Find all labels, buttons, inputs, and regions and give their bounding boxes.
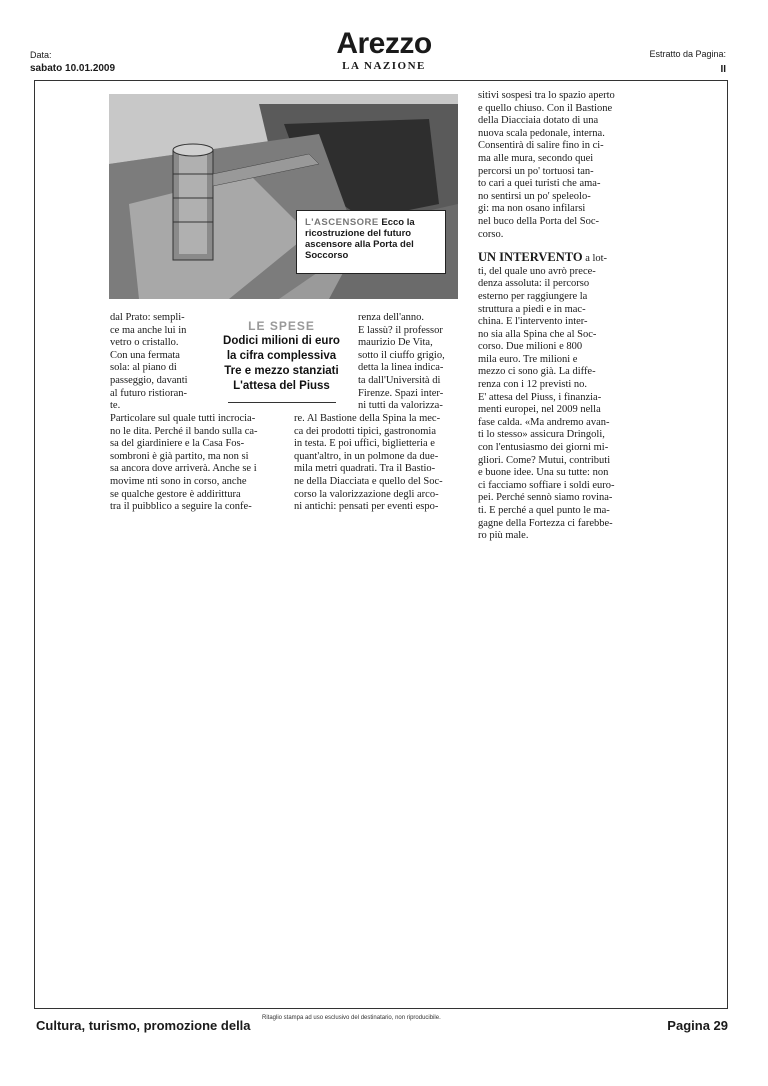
caption-kicker: L'ASCENSORE: [305, 217, 379, 228]
text-line: E' attesa del Piuss, i finanzia-: [478, 391, 602, 403]
article-bottom-column-1: [110, 413, 278, 514]
text-line: renza dell'anno.: [358, 312, 425, 323]
extract-page: II: [720, 64, 726, 75]
paragraph-lead: UN INTERVENTO: [478, 250, 583, 265]
text-line: e quello chiuso. Con il Bastione: [478, 102, 613, 114]
date-value: sabato 10.01.2009: [30, 63, 116, 74]
text-line: ci facciamo soffiare i soldi euro-: [478, 479, 615, 491]
spending-sidebar: [214, 318, 349, 403]
text-line: ma alle mura, secondo quei: [478, 152, 594, 164]
text-line: pei. Perché sennò siamo rovina-: [478, 492, 613, 504]
text-line: gagne della Fortezza ci farebbe-: [478, 517, 613, 529]
text-line: sotto il ciuffo grigio,: [358, 349, 445, 361]
text-line: esterno per raggiungere la: [478, 290, 588, 302]
text-line: della Diacciaia dotato di una: [478, 115, 599, 127]
text-line: te.: [110, 400, 121, 412]
text-line: ta dall'Università di: [358, 374, 441, 386]
sidebar-title-line: Dodici milioni di euro: [223, 335, 340, 347]
text-line: re. Al Bastione della Spina la mec-: [294, 413, 441, 424]
text-line: ni tutti da valorizza-: [358, 400, 443, 412]
text-line: ni antichi: pensati per eventi espo-: [294, 501, 439, 513]
article-column-1: [110, 312, 202, 413]
text-line: nel buco della Porta del Soc-: [478, 215, 600, 227]
article-right-column: [478, 90, 640, 543]
text-line: Con una fermata: [110, 349, 180, 361]
sidebar-title-line: Tre e mezzo stanziati: [224, 365, 339, 377]
article-bottom-column-2: [294, 413, 462, 514]
paragraph-lead-line: [478, 251, 640, 266]
text-line: mila metri quadrati. Tra il Bastio-: [294, 463, 436, 475]
text-line: corso.: [478, 228, 504, 240]
text-line: passeggio, davanti: [110, 374, 188, 386]
masthead-city: Arezzo: [336, 27, 432, 60]
text-line: mila euro. Tre milioni e: [478, 353, 578, 365]
text-line: renza con i 12 previsti no.: [478, 379, 588, 391]
text-line: no le dita. Perché il bando sulla ca-: [110, 425, 258, 437]
text-line: ce ma anche lui in: [110, 324, 187, 336]
text-line: struttura a piedi e in mac-: [478, 303, 586, 315]
text-line: mezzo ci sono già. La diffe-: [478, 366, 596, 378]
text-line: china. E l'intervento inter-: [478, 316, 588, 328]
text-line: ti. E perché a quel punto le ma-: [478, 505, 610, 516]
text-line: gliori. Come? Mutui, contributi: [478, 454, 611, 466]
text-line: tra il puibblico a seguire la confe-: [110, 501, 252, 513]
extract-label: Estratto da Pagina:: [649, 49, 726, 59]
text-line: se qualche gestore è addirittura: [110, 488, 241, 500]
text-line: ti, del quale uno avrò prece-: [478, 265, 596, 277]
text-line: detta la linea indica-: [358, 362, 444, 374]
footer-page-number: Pagina 29: [667, 1018, 728, 1033]
text-line: sa ancora dove arriverà. Anche se i: [110, 463, 257, 475]
sidebar-kicker: LE SPESE: [248, 319, 315, 333]
text-line: vetro o cristallo.: [110, 337, 179, 349]
text-line: sola: al piano di: [110, 362, 177, 374]
text-line: ne della Diacciata e quello del Soc-: [294, 475, 443, 487]
text-line: E lassù? il professor: [358, 324, 443, 336]
photo-caption: [296, 210, 446, 274]
text-line: e buone idee. Una su tutte: non: [478, 467, 609, 479]
text-line: ro più male.: [478, 530, 529, 542]
text-line: denza assoluta: il percorso: [478, 278, 590, 290]
caption-text: Ecco la ricostruzione del futuro ascensore alla Porta del Soccorso: [305, 217, 415, 261]
text-line: corso la valorizzazione degli arco-: [294, 488, 439, 500]
sidebar-title-line: la cifra complessiva: [226, 350, 337, 362]
text-line: quant'altro, in un polmone da due-: [294, 450, 439, 462]
text-line: sa del giardiniere e la Casa Fos-: [110, 438, 245, 450]
footer-note: Ritaglio stampa ad uso esclusivo del destinatario, non riproducibile.: [262, 1015, 441, 1021]
text-line: Particolare sul quale tutti incrocia-: [110, 413, 256, 424]
date-label: Data:: [30, 50, 52, 60]
paragraph-lead-rest: a lot-: [585, 253, 608, 265]
text-line: dal Prato: sempli-: [110, 312, 185, 323]
text-line: no sentirsi un po' speleolo-: [478, 190, 591, 202]
text-line: Firenze. Spazi inter-: [358, 387, 444, 399]
text-line: percorsi un po' tortuosi tan-: [478, 165, 594, 177]
text-line: gi: ma non osano infilarsi: [478, 203, 586, 215]
text-line: maurizio De Vita,: [358, 337, 433, 349]
masthead-newspaper: LA NAZIONE: [342, 60, 426, 72]
text-line: to cari a quei turisti che ama-: [478, 178, 601, 190]
text-line: no sia alla Spina che al Soc-: [478, 328, 597, 340]
text-line: con l'entusiasmo dei giorni mi-: [478, 442, 609, 454]
text-line: ca dei prodotti tipici, gastronomia: [294, 425, 437, 437]
sidebar-divider: [228, 402, 336, 403]
text-line: nuova scala pedonale, interna.: [478, 127, 605, 139]
sidebar-title-line: L'attesa del Piuss: [233, 380, 330, 392]
text-line: ti lo stesso» assicura Dringoli,: [478, 429, 605, 441]
text-line: al futuro ristioran-: [110, 387, 187, 399]
text-line: corso. Due milioni e 800: [478, 341, 583, 353]
article-column-3: [358, 312, 462, 413]
text-line: fase calda. «Ma andremo avan-: [478, 416, 610, 428]
text-line: menti europei, nel 2009 nella: [478, 404, 601, 416]
text-line: sitivi sospesi tra lo spazio aperto: [478, 90, 615, 101]
text-line: movime nti sono in corso, anche: [110, 475, 247, 487]
header-extract-block: [649, 46, 726, 78]
text-line: Consentirà di salire fino in ci-: [478, 140, 604, 152]
footer-section: Cultura, turismo, promozione della: [36, 1018, 251, 1033]
text-line: in testa. E poi uffici, biglietteria e: [294, 438, 435, 450]
text-line: sombroni è già partito, ma non si: [110, 450, 249, 462]
